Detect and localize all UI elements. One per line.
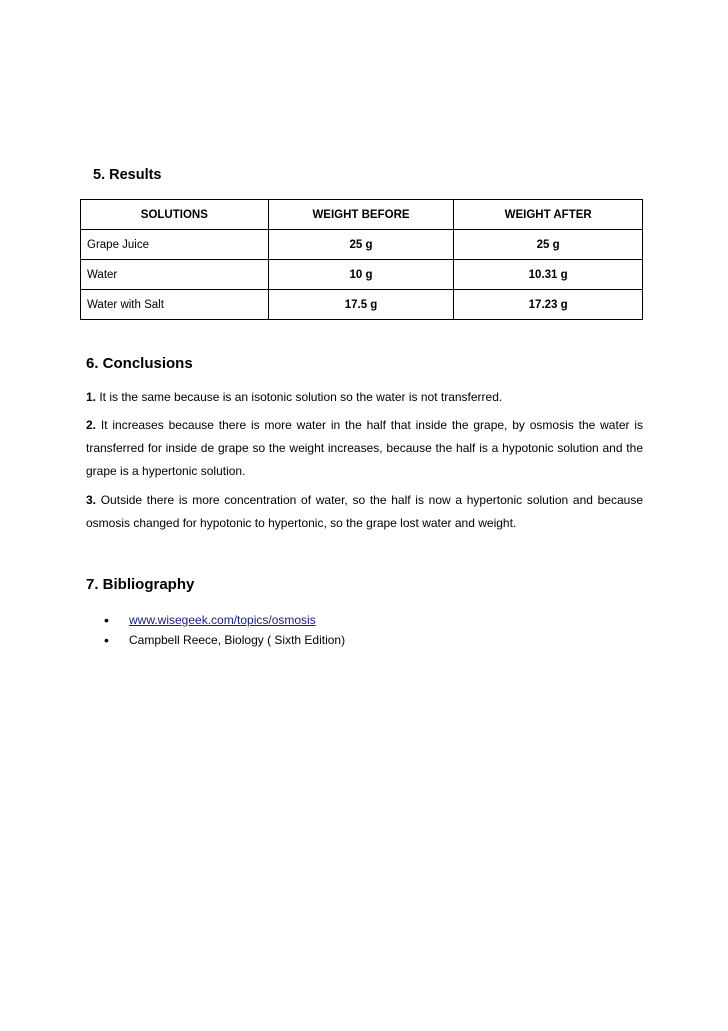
bibliography-heading: 7. Bibliography xyxy=(86,576,195,593)
conclusion-item xyxy=(86,386,643,409)
results-table xyxy=(80,199,643,320)
header-solutions: SOLUTIONS xyxy=(81,200,269,230)
conclusion-number: 1. xyxy=(86,390,97,404)
weight-after: 25 g xyxy=(454,230,643,260)
bullet-icon: • xyxy=(104,612,109,628)
bullet-icon: • xyxy=(104,632,109,648)
weight-before: 17.5 g xyxy=(268,290,454,320)
solution-name: Water xyxy=(81,260,269,290)
bibliography-link[interactable]: www.wisegeek.com/topics/osmosis xyxy=(129,613,316,627)
table-row xyxy=(81,290,643,320)
bibliography-entry: Campbell Reece, Biology ( Sixth Edition) xyxy=(129,633,346,647)
conclusion-text: Outside there is more concentration of water, so the half is now a hypertonic solution and because osmosis changed for hypotonic to hypertonic, so the grape lost water and weight. xyxy=(86,493,643,530)
weight-after: 10.31 g xyxy=(454,260,643,290)
conclusions-heading: 6. Conclusions xyxy=(86,355,193,372)
list-item xyxy=(104,630,345,650)
weight-after: 17.23 g xyxy=(454,290,643,320)
conclusion-number: 3. xyxy=(86,493,97,507)
conclusion-text: It increases because there is more water in the half that inside the grape, by osmosis the water is transferred for inside de grape so the weight increases, because the half is a hypotonic solution and the grape is a hypertonic solution. xyxy=(86,418,643,478)
header-weight-before: WEIGHT BEFORE xyxy=(268,200,454,230)
header-weight-after: WEIGHT AFTER xyxy=(454,200,643,230)
bibliography-list xyxy=(104,610,345,650)
weight-before: 25 g xyxy=(268,230,454,260)
weight-before: 10 g xyxy=(268,260,454,290)
results-heading: 5. Results xyxy=(93,167,162,183)
table-row xyxy=(81,260,643,290)
solution-name: Water with Salt xyxy=(81,290,269,320)
conclusion-item xyxy=(86,414,643,483)
conclusion-text: It is the same because is an isotonic solution so the water is not transferred. xyxy=(96,390,503,404)
conclusion-number: 2. xyxy=(86,418,97,432)
solution-name: Grape Juice xyxy=(81,230,269,260)
table-row xyxy=(81,230,643,260)
list-item xyxy=(104,610,345,630)
conclusion-item xyxy=(86,489,643,535)
table-header-row xyxy=(81,200,643,230)
